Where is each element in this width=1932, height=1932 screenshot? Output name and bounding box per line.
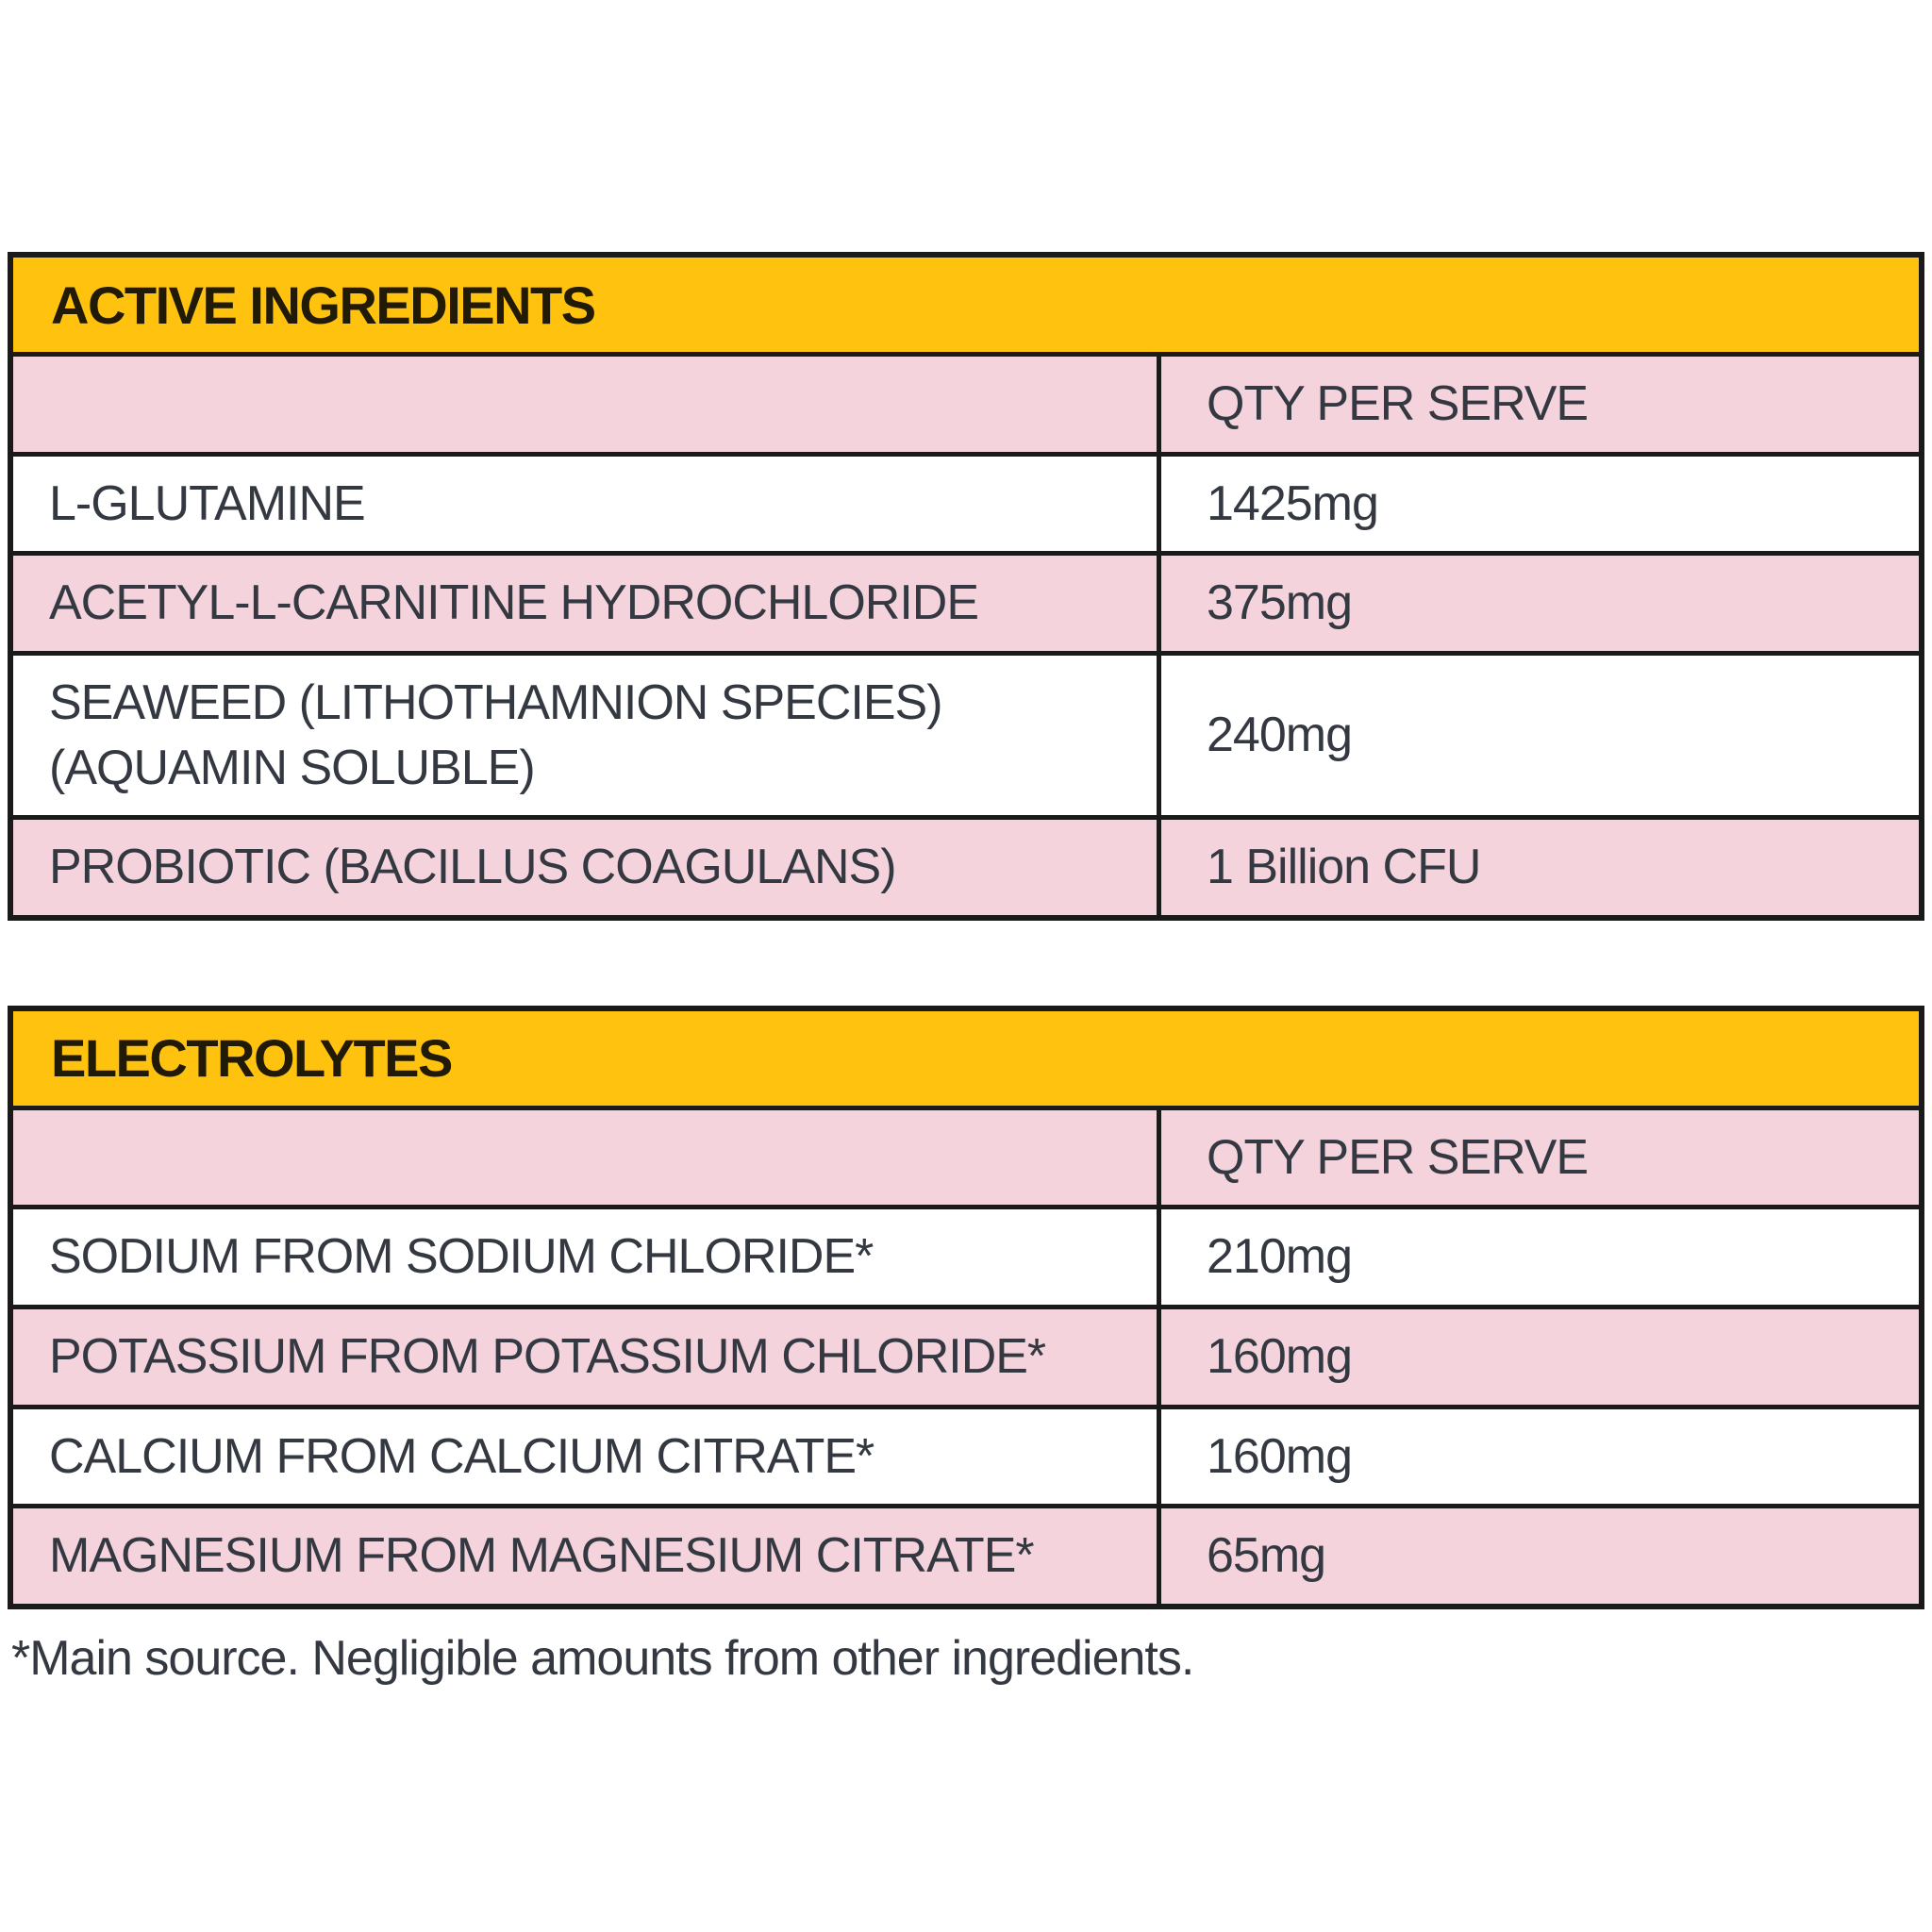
- ingredient-qty: 240mg: [1157, 656, 1919, 815]
- table-header-row: [13, 1106, 1919, 1206]
- table-row: [13, 815, 1919, 915]
- table-row: [13, 1504, 1919, 1604]
- qty-per-serve-header: QTY PER SERVE: [1157, 1110, 1919, 1206]
- qty-per-serve-header: QTY PER SERVE: [1157, 357, 1919, 452]
- ingredient-name: SEAWEED (LITHOTHAMNION SPECIES) (AQUAMIN SOLUBLE): [49, 675, 942, 795]
- header-label-cell-empty: [13, 357, 1157, 452]
- electrolyte-name: CALCIUM FROM CALCIUM CITRATE*: [49, 1428, 874, 1484]
- active-ingredients-table: [8, 252, 1924, 921]
- electrolyte-name: MAGNESIUM FROM MAGNESIUM CITRATE*: [49, 1528, 1034, 1584]
- electrolyte-name: SODIUM FROM SODIUM CHLORIDE*: [49, 1229, 874, 1285]
- electrolyte-name: POTASSIUM FROM POTASSIUM CHLORIDE*: [49, 1329, 1046, 1384]
- ingredient-qty: 1 Billion CFU: [1157, 820, 1919, 915]
- electrolyte-qty: 65mg: [1157, 1508, 1919, 1604]
- active-ingredients-title: ACTIVE INGREDIENTS: [13, 258, 1919, 352]
- electrolytes-title: ELECTROLYTES: [13, 1011, 1919, 1106]
- electrolytes-table: [8, 1006, 1924, 1609]
- table-row: [13, 1405, 1919, 1505]
- table-row: [13, 651, 1919, 815]
- table-row: [13, 1305, 1919, 1405]
- ingredient-name: ACETYL-L-CARNITINE HYDROCHLORIDE: [49, 575, 979, 631]
- electrolyte-qty: 160mg: [1157, 1409, 1919, 1505]
- electrolyte-qty: 210mg: [1157, 1209, 1919, 1305]
- ingredient-qty: 1425mg: [1157, 457, 1919, 552]
- table-gap: [8, 921, 1924, 1006]
- ingredient-qty: 375mg: [1157, 556, 1919, 651]
- table-row: [13, 551, 1919, 651]
- table-row: [13, 452, 1919, 552]
- main-source-footnote: *Main source. Negligible amounts from other ingredients.: [11, 1630, 1194, 1686]
- electrolyte-qty: 160mg: [1157, 1309, 1919, 1405]
- table-row: [13, 1205, 1919, 1305]
- ingredient-name: L-GLUTAMINE: [49, 475, 365, 531]
- header-label-cell-empty: [13, 1110, 1157, 1206]
- ingredient-name: PROBIOTIC (BACILLUS COAGULANS): [49, 840, 896, 895]
- table-header-row: [13, 352, 1919, 452]
